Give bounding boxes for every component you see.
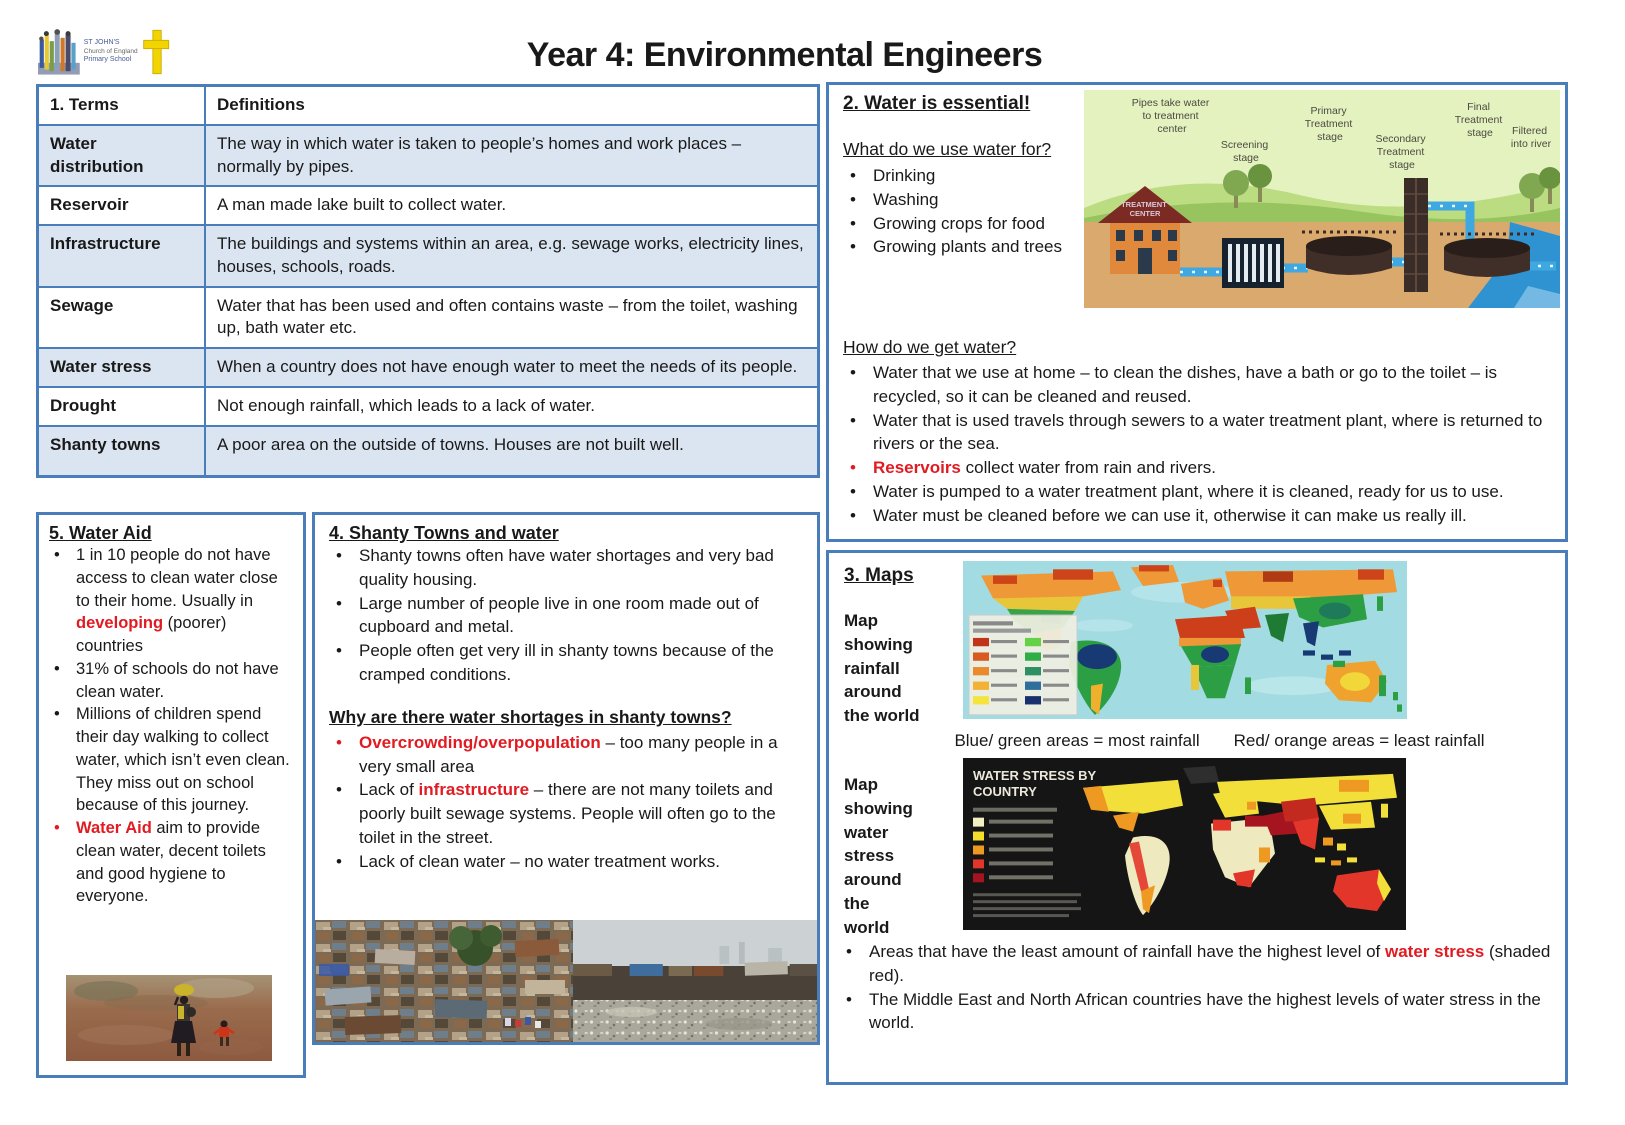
bullet-text: Water is pumped to a water treatment plant, where it is cleaned, ready for us to use. xyxy=(873,481,1504,501)
section-water-aid xyxy=(36,512,306,1078)
label-line: world xyxy=(844,917,890,937)
rainfall-map-label xyxy=(844,609,944,728)
term-cell: Drought xyxy=(39,388,206,425)
bullet-item xyxy=(329,731,803,779)
diagram-label: Final Treatment stage xyxy=(1454,101,1503,139)
table-row xyxy=(39,185,817,224)
caption-most-rainfall: Blue/ green areas = most rainfall xyxy=(954,731,1200,750)
how-heading: How do we get water? xyxy=(843,337,1017,357)
bullet-item xyxy=(329,544,803,592)
term-cell: Water stress xyxy=(39,349,206,386)
rainfall-legend xyxy=(969,615,1077,715)
diagram-label: Secondary Treatment stage xyxy=(1375,133,1426,171)
bullet-marker: • xyxy=(850,481,856,501)
shanty-town-photos xyxy=(315,920,817,1042)
bullet-marker: • xyxy=(846,942,852,961)
bullet-marker: • xyxy=(850,505,856,525)
definition-cell: Water that has been used and often contains waste – from the toilet, washing up, bath water etc. xyxy=(217,295,798,338)
water-aid-list xyxy=(49,544,293,908)
table-row xyxy=(39,386,817,425)
bullet-marker: • xyxy=(850,237,856,257)
rainfall-map-image xyxy=(963,561,1407,719)
school-name-line: ST JOHN'S xyxy=(83,39,120,47)
bullet-text: Reservoirs collect water from rain and rivers. xyxy=(873,458,1216,478)
bullet-text: Lack of infrastructure – there are not many toilets and poorly built sewage systems. People will often go to the toilet in the street. xyxy=(359,780,776,847)
definitions-header-cell: Definitions xyxy=(217,95,305,114)
bullet-item xyxy=(843,456,1557,480)
term-cell: Sewage xyxy=(39,288,206,348)
bullet-item xyxy=(843,504,1557,528)
section-3-heading: 3. Maps xyxy=(844,565,914,586)
water-stress-map-image xyxy=(963,758,1406,930)
label-line: Map xyxy=(844,775,878,794)
how-we-get-water xyxy=(843,313,1557,528)
bullet-marker: • xyxy=(850,189,856,209)
bullet-text: Water must be cleaned before we can use it, otherwise it can make us really ill. xyxy=(873,505,1467,525)
bullet-marker: • xyxy=(54,819,60,838)
term-cell: Reservoir xyxy=(39,187,206,224)
bullet-text: Washing xyxy=(873,189,939,209)
diagram-label: Pipes take water to treatment center xyxy=(1131,97,1210,135)
section-5-heading: 5. Water Aid xyxy=(49,523,152,543)
bullet-text: 1 in 10 people do not have access to clean water close to their home. Usually in developing (poorer) countries xyxy=(76,546,278,656)
bullet-marker: • xyxy=(336,546,342,565)
school-name-line: Church of England xyxy=(83,47,138,55)
bullet-marker: • xyxy=(54,705,60,724)
bullet-item xyxy=(49,817,293,908)
label-line: showing xyxy=(844,798,913,818)
bullet-item xyxy=(839,940,1555,988)
section-shanty-towns xyxy=(312,512,820,1045)
water-uses-column xyxy=(843,139,1101,259)
bullet-text: Water that we use at home – to clean the dishes, have a bath or go to the toilet – is recycled, so it can be cleaned and reused. xyxy=(873,363,1498,406)
screening-stage-grate xyxy=(1222,238,1284,288)
diagram-label: Primary Treatment stage xyxy=(1304,105,1353,143)
bullet-marker: • xyxy=(850,363,856,382)
bullet-marker: • xyxy=(850,458,856,478)
section-maps xyxy=(826,550,1568,1085)
bullet-item xyxy=(843,235,1101,259)
label-line: showing xyxy=(844,634,913,654)
bullet-text: Overcrowding/overpopulation – too many people in a very small area xyxy=(359,732,778,776)
bullet-item xyxy=(843,164,1101,188)
diagram-label: Screening stage xyxy=(1220,139,1269,164)
term-cell: Water distribution xyxy=(39,126,206,186)
bullet-text: Areas that have the least amount of rainfall have the highest level of water stress (shaded red). xyxy=(869,942,1551,985)
uses-list xyxy=(843,164,1101,259)
label-line: water xyxy=(844,822,889,842)
why-shortages-heading: Why are there water shortages in shanty towns? xyxy=(329,706,732,727)
svg-text:TREATMENT CENTER: TREATMENT CENTER xyxy=(1121,200,1167,218)
term-cell: Shanty towns xyxy=(39,427,206,475)
shanty-town-photo-1 xyxy=(315,920,573,1042)
school-name-line: Primary School xyxy=(83,56,132,64)
label-line: rainfall xyxy=(844,658,900,678)
bullet-marker: • xyxy=(336,641,342,661)
section-2-heading: 2. Water is essential! xyxy=(843,93,1031,114)
label-line: stress xyxy=(844,846,895,866)
uses-heading: What do we use water for? xyxy=(843,139,1052,159)
label-line: the xyxy=(844,893,870,913)
why-shortages-list xyxy=(329,731,803,874)
terms-header-cell: 1. Terms xyxy=(39,87,206,124)
label-line: the world xyxy=(844,706,920,726)
bullet-text: Millions of children spend their day walking to collect water, which isn’t even clean. They miss out on school because of this journey. xyxy=(76,705,290,815)
bullet-text: Growing crops for food xyxy=(873,213,1045,233)
label-line: around xyxy=(844,682,902,702)
table-row xyxy=(39,425,817,475)
label-line: around xyxy=(844,870,902,890)
bullet-item xyxy=(839,988,1555,1036)
shanty-town-photo-2 xyxy=(573,920,817,1042)
bullet-item xyxy=(49,703,293,817)
diagram-label: Filtered into river xyxy=(1510,125,1552,150)
term-cell: Infrastructure xyxy=(39,226,206,286)
water-aid-photo xyxy=(66,975,272,1061)
how-list xyxy=(843,361,1557,528)
secondary-treatment-tower xyxy=(1404,178,1428,292)
label-line: Map xyxy=(844,611,878,630)
definition-cell: The buildings and systems within an area, e.g. sewage works, electricity lines, houses, schools, roads. xyxy=(217,234,804,276)
bullet-text: People often get very ill in shanty towns because of the cramped conditions. xyxy=(359,641,774,684)
bullet-item xyxy=(843,361,1557,409)
bullet-text: Water Aid aim to provide clean water, decent toilets and good hygiene to everyone. xyxy=(76,819,266,906)
bullet-item xyxy=(843,480,1557,504)
table-row xyxy=(39,124,817,186)
bullet-text: 31% of schools do not have clean water. xyxy=(76,659,279,701)
bullet-marker: • xyxy=(54,546,60,564)
caption-least-rainfall: Red/ orange areas = least rainfall xyxy=(1233,731,1485,750)
bullet-item xyxy=(49,658,293,704)
bullet-item xyxy=(843,409,1557,457)
stress-map-title: WATER STRESS BY COUNTRY xyxy=(973,767,1097,799)
bullet-marker: • xyxy=(336,780,342,800)
table-row xyxy=(39,224,817,286)
bullet-marker: • xyxy=(336,732,342,752)
bullet-text: Shanty towns often have water shortages and very bad quality housing. xyxy=(359,546,774,589)
bullet-marker: • xyxy=(850,166,856,185)
definition-cell: When a country does not have enough water to meet the needs of its people. xyxy=(217,357,798,377)
section-water-essential xyxy=(826,82,1568,542)
definition-cell: A man made lake built to collect water. xyxy=(217,195,507,215)
definition-cell: A poor area on the outside of towns. Houses are not built well. xyxy=(217,434,684,454)
section-4-heading: 4. Shanty Towns and water xyxy=(329,523,559,543)
bullet-item xyxy=(843,212,1101,236)
bullet-marker: • xyxy=(336,851,342,871)
bullet-text: Large number of people live in one room made out of cupboard and metal. xyxy=(359,593,759,637)
bullet-text: Growing plants and trees xyxy=(873,237,1062,257)
treatment-plant-diagram xyxy=(1084,90,1560,308)
bullet-item xyxy=(329,778,803,849)
shanty-list xyxy=(329,544,803,687)
bullet-item xyxy=(843,188,1101,212)
bullet-text: Lack of clean water – no water treatment works. xyxy=(359,851,720,871)
page-title: Year 4: Environmental Engineers xyxy=(526,36,1043,74)
water-stress-map-label xyxy=(844,773,944,940)
bullet-item xyxy=(329,639,803,687)
bullet-marker: • xyxy=(850,410,856,430)
bullet-text: Drinking xyxy=(873,166,936,185)
definition-cell: The way in which water is taken to people’s homes and work places – normally by pipes. xyxy=(217,133,742,176)
bullet-item xyxy=(49,544,293,658)
bullet-marker: • xyxy=(54,659,60,678)
table-row xyxy=(39,347,817,386)
bullet-text: Water that is used travels through sewers to a water treatment plant, where is returned to rivers or the sea. xyxy=(873,410,1543,454)
bullet-marker: • xyxy=(336,593,342,613)
bullet-text: The Middle East and North African countries have the highest levels of water stress in the world. xyxy=(869,989,1541,1033)
table-row xyxy=(39,286,817,348)
bullet-marker: • xyxy=(846,989,852,1009)
terms-definitions-table xyxy=(36,84,820,478)
bullet-item xyxy=(329,850,803,874)
rainfall-map-caption xyxy=(889,731,1550,751)
bullet-marker: • xyxy=(850,213,856,233)
definition-cell: Not enough rainfall, which leads to a lack of water. xyxy=(217,395,595,415)
bullet-item xyxy=(329,592,803,640)
maps-notes-list xyxy=(839,940,1555,1035)
table-header-row xyxy=(39,87,817,124)
